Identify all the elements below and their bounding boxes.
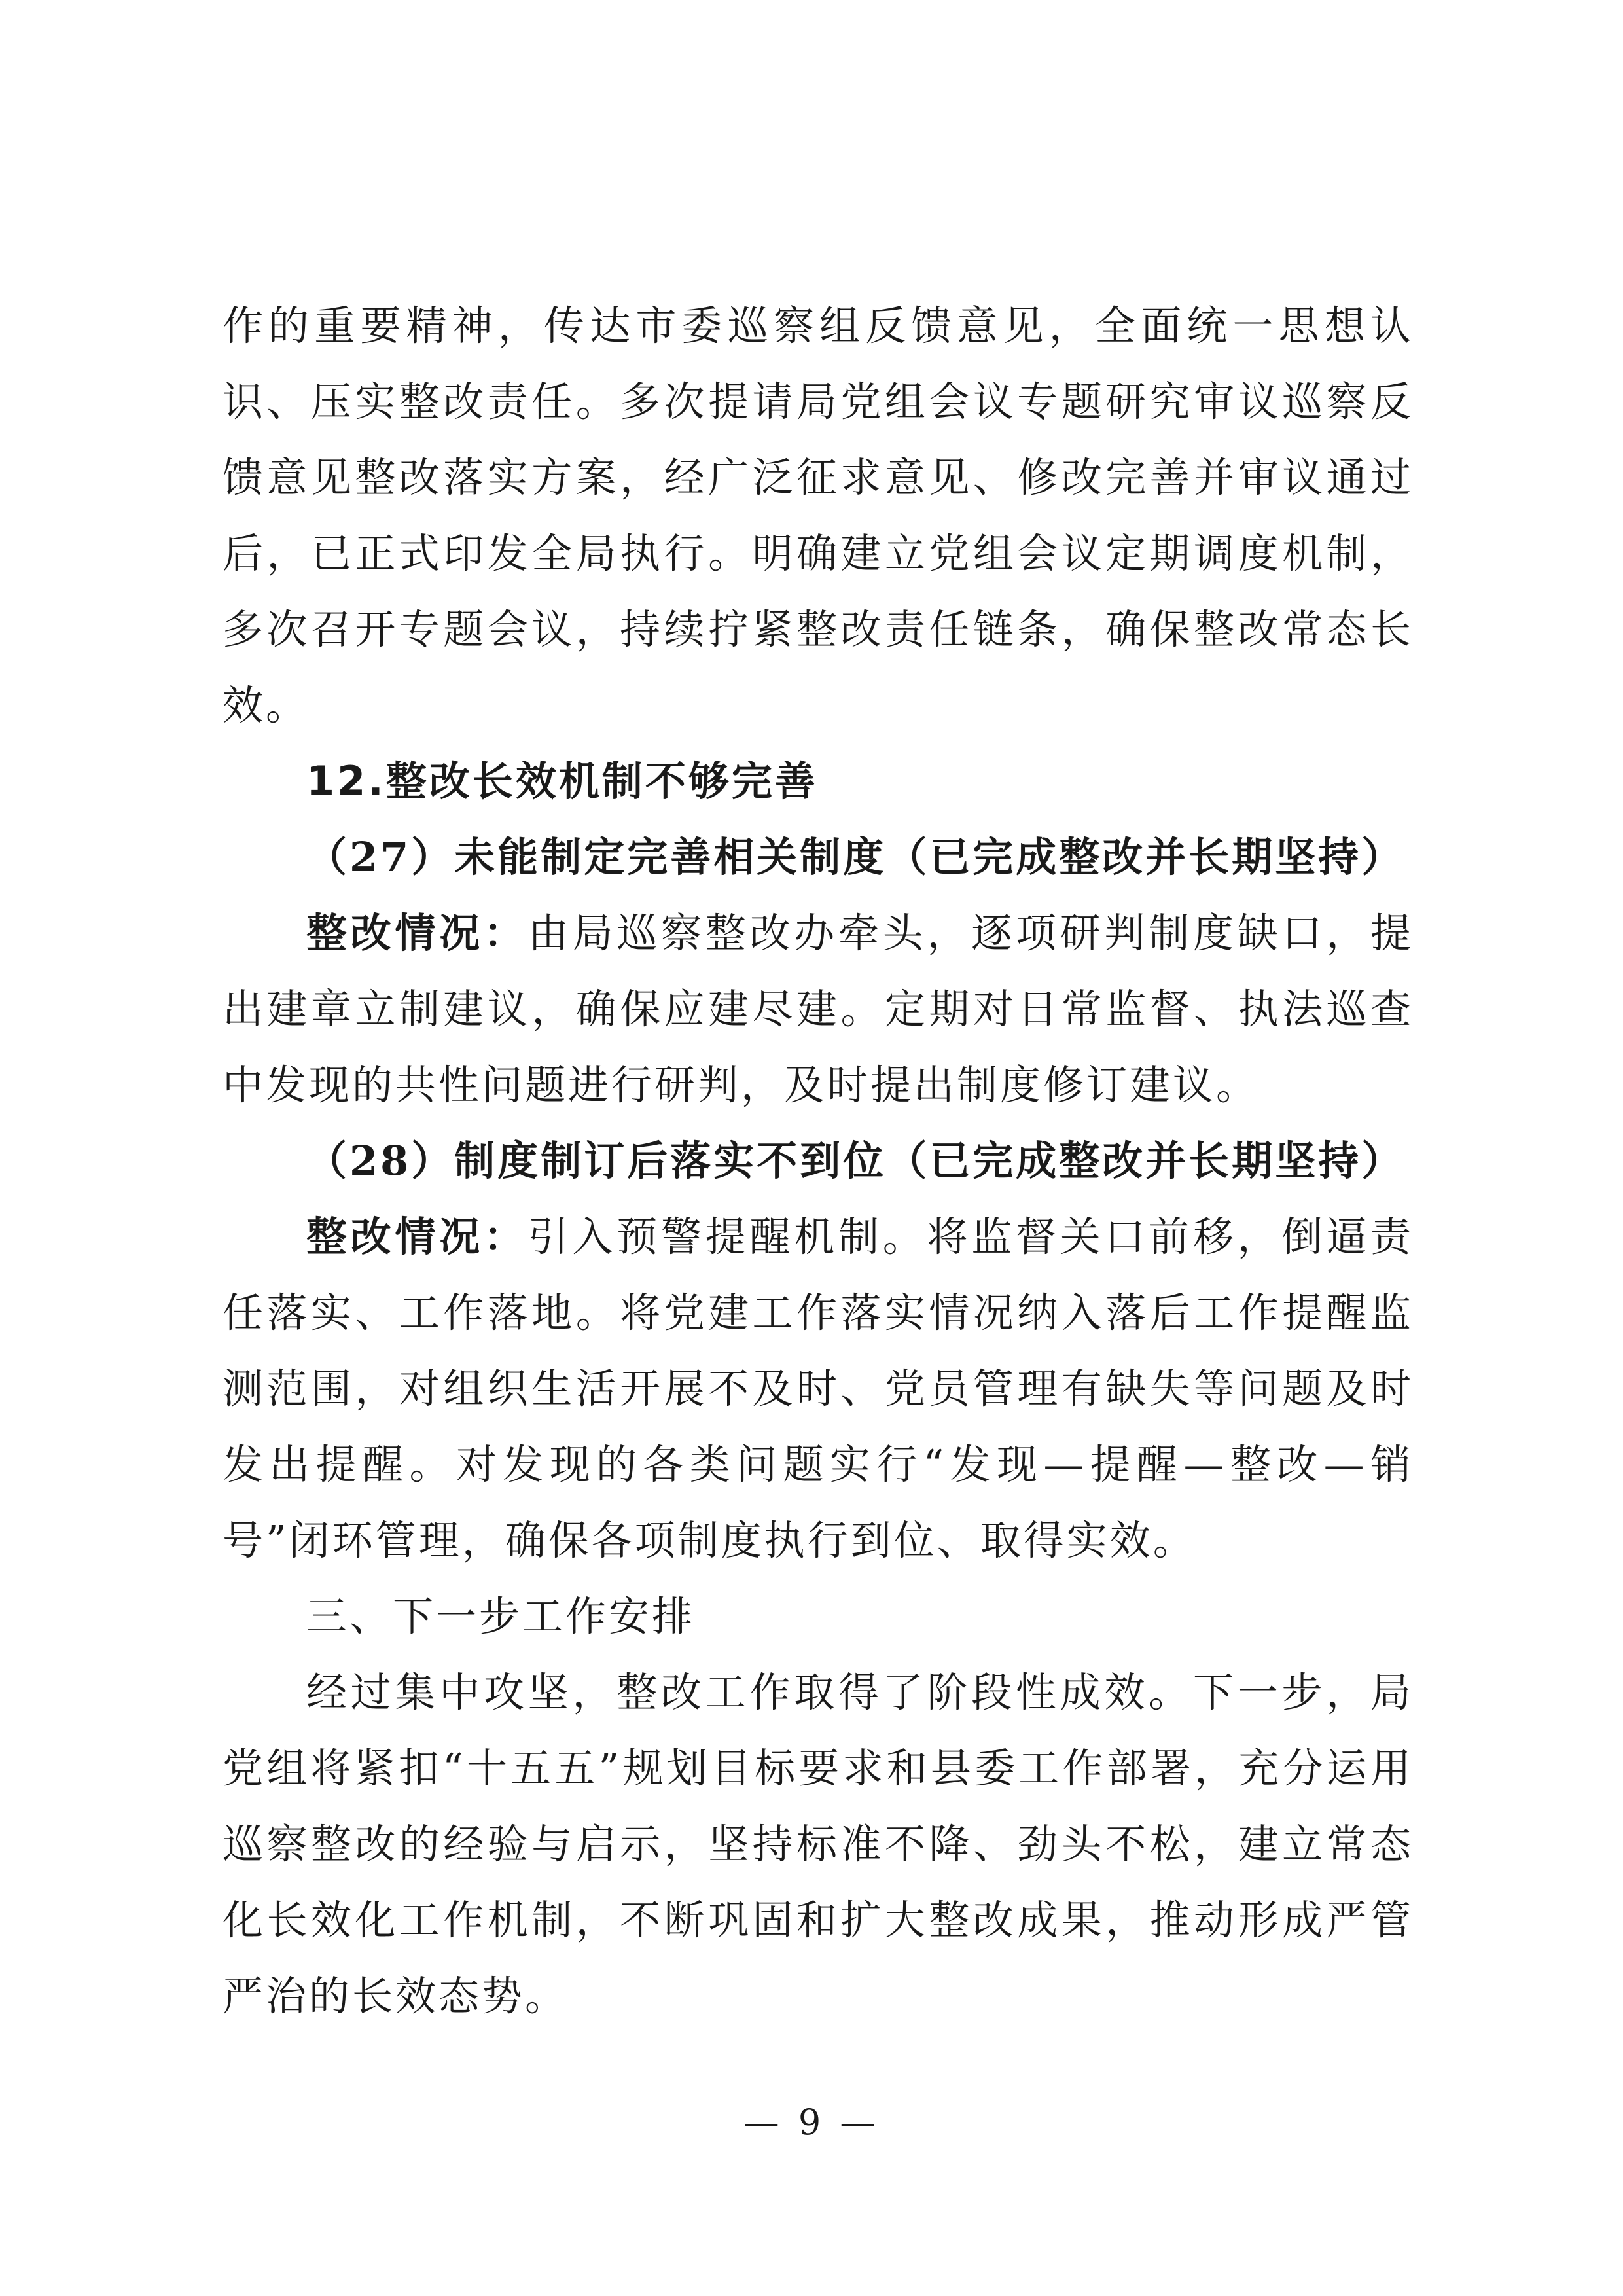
section-title-next-steps: 三、下一步工作安排 xyxy=(306,1592,696,1640)
page-number: — 9 — xyxy=(743,2102,880,2143)
paragraph-item-28 xyxy=(223,1199,1414,1579)
subheading-item-27: （27）未能制定完善相关制度（已完成整改并长期坚持） xyxy=(306,833,1405,881)
rectification-body-28: 引入预警提醒机制。将监督关口前移，倒逼责任落实、工作落地。将党建工作落实情况纳入落后工作提醒监测范围，对组织生活开展不及时、党员管理有缺失等问题及时发出提醒。对发现的各类问题实行“发现—提醒—整改—销号”闭环管理，确保各项制度执行到位、取得实效。 xyxy=(223,1213,1414,1564)
heading-item-12: 12.整改长效机制不够完善 xyxy=(306,757,818,805)
rectification-body-27: 由局巡察整改办牵头，逐项研判制度缺口，提出建章立制建议，确保应建尽建。定期对日常监督、执法巡查中发现的共性问题进行研判，及时提出制度修订建议。 xyxy=(223,909,1414,1109)
paragraph-next-steps: 经过集中攻坚，整改工作取得了阶段性成效。下一步，局党组将紧扣“十五五”规划目标要求和县委工作部署，充分运用巡察整改的经验与启示，坚持标准不降、劲头不松，建立常态化长效化工作机制，不断巩固和扩大整改成果，推动形成严管严治的长效态势。 xyxy=(223,1668,1414,2020)
paragraph-item-27 xyxy=(223,895,1414,1123)
document-body xyxy=(223,288,1414,2034)
paragraph-continuation: 作的重要精神，传达市委巡察组反馈意见，全面统一思想认识、压实整改责任。多次提请局党组会议专题研究审议巡察反馈意见整改落实方案，经广泛征求意见、修改完善并审议通过后，已正式印发全局执行。明确建立党组会议定期调度机制，多次召开专题会议，持续拧紧整改责任链条，确保整改常态长效。 xyxy=(223,302,1414,729)
subheading-item-28: （28）制度制订后落实不到位（已完成整改并长期坚持） xyxy=(306,1137,1405,1185)
rectification-lead-27: 整改情况： xyxy=(306,909,528,957)
rectification-lead-28: 整改情况： xyxy=(306,1213,528,1261)
